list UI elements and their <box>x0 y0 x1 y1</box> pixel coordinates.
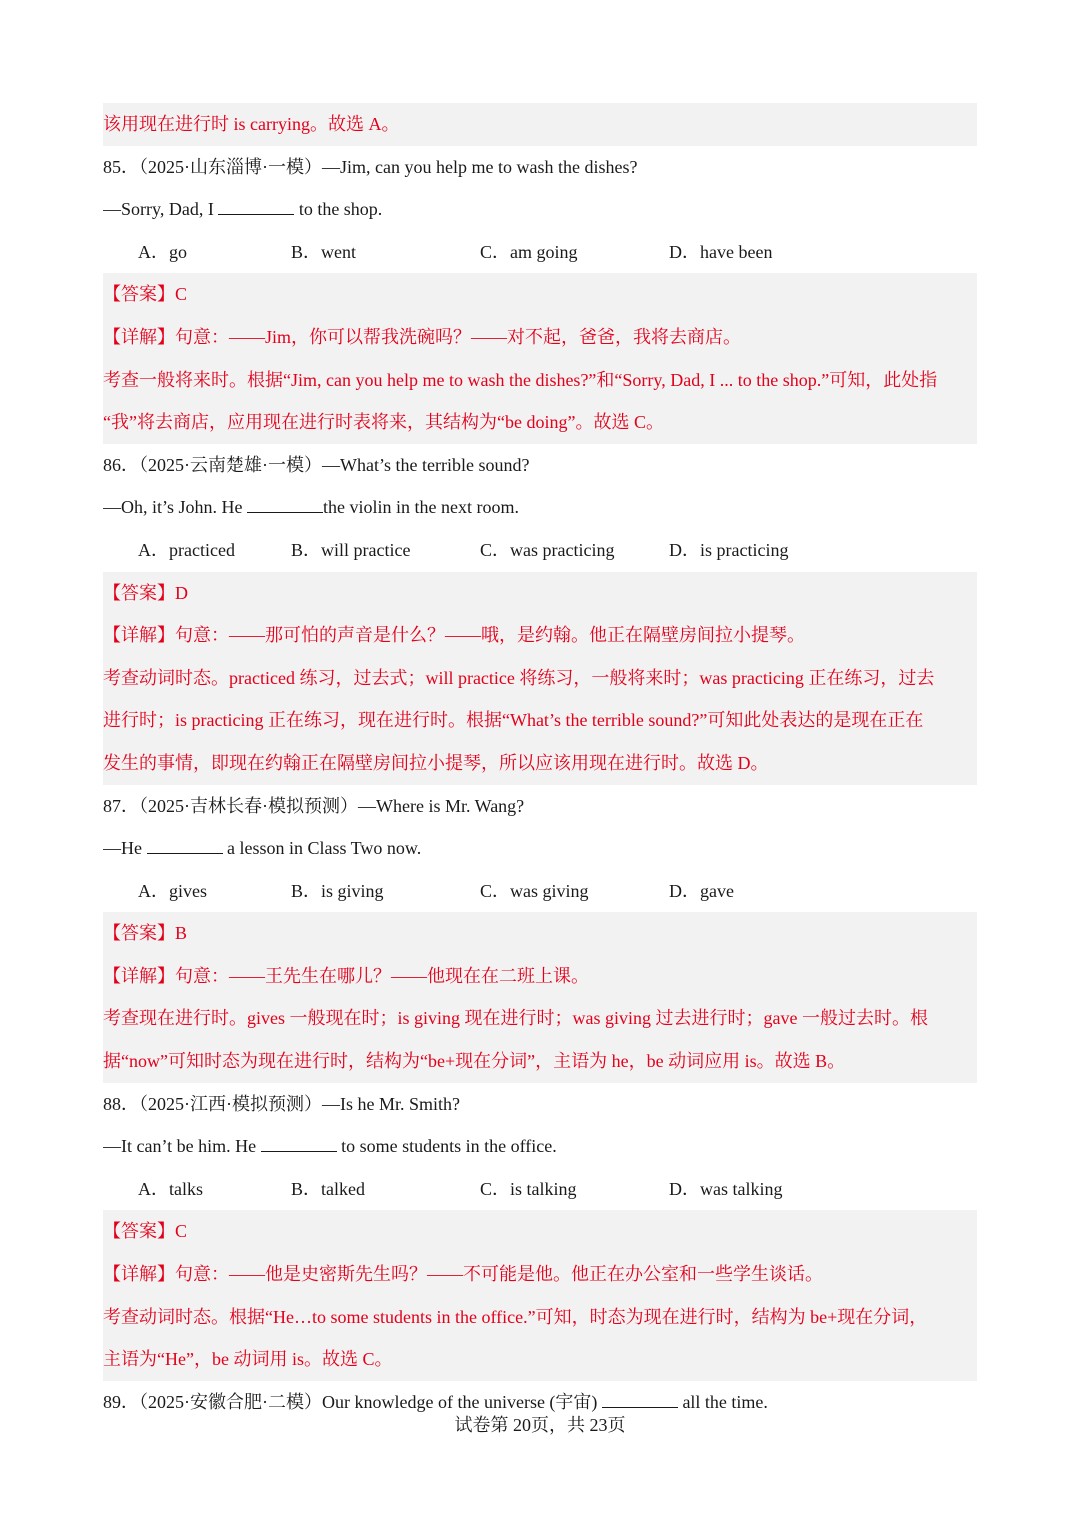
detail-line <box>103 614 977 657</box>
explanation-block-84 <box>103 103 977 146</box>
answer-value: D <box>175 582 188 603</box>
analysis-line: 考查动词时态。根据“He…to some students in the office.”可知，时态为现在进行时，结构为 be+现在分词， <box>103 1306 928 1327</box>
answer-tag: 【答案】 <box>103 923 175 944</box>
question-source: （2025·吉林长春·模拟预测） <box>139 795 358 816</box>
analysis-line: 该用现在进行时 is carrying。故选 A。 <box>103 114 400 134</box>
option-a: A．practiced <box>138 539 235 560</box>
question-stem: —What’s the terrible sound? <box>322 454 530 475</box>
question-stem-line <box>103 1083 977 1126</box>
question-number: 86． <box>103 454 139 475</box>
question-blank-line <box>103 1125 977 1168</box>
answer-blank <box>261 1137 337 1152</box>
answer-line <box>103 1210 977 1253</box>
question-stem: —Jim, can you help me to wash the dishes? <box>322 156 638 177</box>
question-source: （2025·安徽合肥·二模） <box>139 1391 322 1412</box>
options-row <box>103 1168 977 1211</box>
answer-line <box>103 273 977 316</box>
dialog-text: to the shop. <box>294 199 383 220</box>
dialog-text: the violin in the next room. <box>323 497 519 518</box>
answer-tag: 【答案】 <box>103 1221 175 1242</box>
analysis-line: 据“now”可知时态为现在进行时，结构为“be+现在分词”，主语为 he，be 动词应用 is。故选 B。 <box>103 1051 846 1072</box>
detail-line <box>103 1253 977 1296</box>
detail-meaning: 句意：——Jim，你可以帮我洗碗吗？——对不起，爸爸，我将去商店。 <box>175 326 742 347</box>
option-b: B．talked <box>291 1178 365 1199</box>
answer-value: C <box>175 284 188 305</box>
option-a: A．gives <box>138 880 207 901</box>
question-85 <box>103 146 977 274</box>
option-c: C．was giving <box>480 880 589 901</box>
question-number: 88． <box>103 1093 139 1114</box>
answer-value: C <box>175 1221 188 1242</box>
question-stem: —Where is Mr. Wang? <box>358 795 525 816</box>
answer-line <box>103 912 977 955</box>
dialog-text: —Oh, it’s John. He <box>103 497 247 518</box>
detail-tag: 【详解】 <box>103 1264 175 1285</box>
options-row <box>103 529 977 572</box>
dialog-text: —He <box>103 838 147 859</box>
question-number: 85． <box>103 156 139 177</box>
question-source: （2025·云南楚雄·一模） <box>139 454 322 475</box>
detail-line <box>103 955 977 998</box>
answer-block-88 <box>103 1210 977 1380</box>
detail-line <box>103 316 977 359</box>
question-stem-line <box>103 444 977 487</box>
question-stem: all the time. <box>677 1391 768 1412</box>
analysis-line: 考查一般将来时。根据“Jim, can you help me to wash the dishes?”和“Sorry, Dad, I ... to the shop.”可知，此处指 <box>103 369 938 390</box>
option-a: A．talks <box>138 1178 203 1199</box>
question-number: 89． <box>103 1391 139 1412</box>
answer-line <box>103 572 977 615</box>
question-stem-line <box>103 146 977 189</box>
answer-value: B <box>175 923 188 944</box>
option-d: D．is practicing <box>669 539 789 560</box>
dialog-text: to some students in the office. <box>336 1136 557 1157</box>
analysis-line: 考查动词时态。practiced 练习，过去式；will practice 将练习，一般将来时；was practicing 正在练习，过去 <box>103 667 935 688</box>
option-c: C．am going <box>480 241 578 262</box>
answer-blank <box>602 1393 678 1408</box>
option-d: D．gave <box>669 880 734 901</box>
answer-block-85 <box>103 273 977 443</box>
answer-blank <box>147 839 223 854</box>
question-source: （2025·山东淄博·一模） <box>139 156 322 177</box>
detail-meaning: 句意：——王先生在哪儿？——他现在在二班上课。 <box>175 965 589 986</box>
question-86 <box>103 444 977 572</box>
dialog-text: a lesson in Class Two now. <box>222 838 422 859</box>
option-b: B．will practice <box>291 539 411 560</box>
option-d: D．have been <box>669 241 773 262</box>
answer-block-86 <box>103 572 977 785</box>
option-c: C．was practicing <box>480 539 615 560</box>
dialog-text: —Sorry, Dad, I <box>103 199 219 220</box>
exam-page <box>103 103 977 1423</box>
question-number: 87． <box>103 795 139 816</box>
question-blank-line <box>103 188 977 231</box>
option-c: C．is talking <box>480 1178 577 1199</box>
analysis-line: 发生的事情，即现在约翰正在隔壁房间拉小提琴，所以应该用现在进行时。故选 D。 <box>103 752 769 773</box>
answer-block-87 <box>103 912 977 1082</box>
question-88 <box>103 1083 977 1211</box>
question-blank-line <box>103 827 977 870</box>
analysis-line: “我”将去商店，应用现在进行时表将来，其结构为“be doing”。故选 C。 <box>103 412 664 433</box>
detail-meaning: 句意：——他是史密斯先生吗？——不可能是他。他正在办公室和一些学生谈话。 <box>175 1264 823 1285</box>
question-stem-line <box>103 785 977 828</box>
analysis-line: 考查现在进行时。gives 一般现在时；is giving 现在进行时；was giving 过去进行时；gave 一般过去时。根 <box>103 1008 928 1029</box>
detail-tag: 【详解】 <box>103 965 175 986</box>
question-blank-line <box>103 486 977 529</box>
detail-tag: 【详解】 <box>103 326 175 347</box>
option-d: D．was talking <box>669 1178 783 1199</box>
option-a: A．go <box>138 241 187 262</box>
options-row <box>103 231 977 274</box>
question-stem: Our knowledge of the universe (宇宙) <box>322 1391 602 1412</box>
options-row <box>103 870 977 913</box>
answer-blank <box>247 498 323 513</box>
answer-tag: 【答案】 <box>103 284 175 305</box>
answer-tag: 【答案】 <box>103 582 175 603</box>
detail-meaning: 句意：——那可怕的声音是什么？——哦，是约翰。他正在隔壁房间拉小提琴。 <box>175 625 805 646</box>
answer-blank <box>218 200 294 215</box>
option-b: B．went <box>291 241 356 262</box>
page-footer: 试卷第 20页，共 23页 <box>454 1415 626 1435</box>
option-b: B．is giving <box>291 880 384 901</box>
dialog-text: —It can’t be him. He <box>103 1136 261 1157</box>
analysis-line: 主语为“He”，be 动词用 is。故选 C。 <box>103 1349 393 1370</box>
question-87 <box>103 785 977 913</box>
analysis-line: 进行时；is practicing 正在练习，现在进行时。根据“What’s the terrible sound?”可知此处表达的是现在正在 <box>103 710 924 731</box>
question-stem: —Is he Mr. Smith? <box>322 1093 460 1114</box>
question-source: （2025·江西·模拟预测） <box>139 1093 322 1114</box>
detail-tag: 【详解】 <box>103 625 175 646</box>
